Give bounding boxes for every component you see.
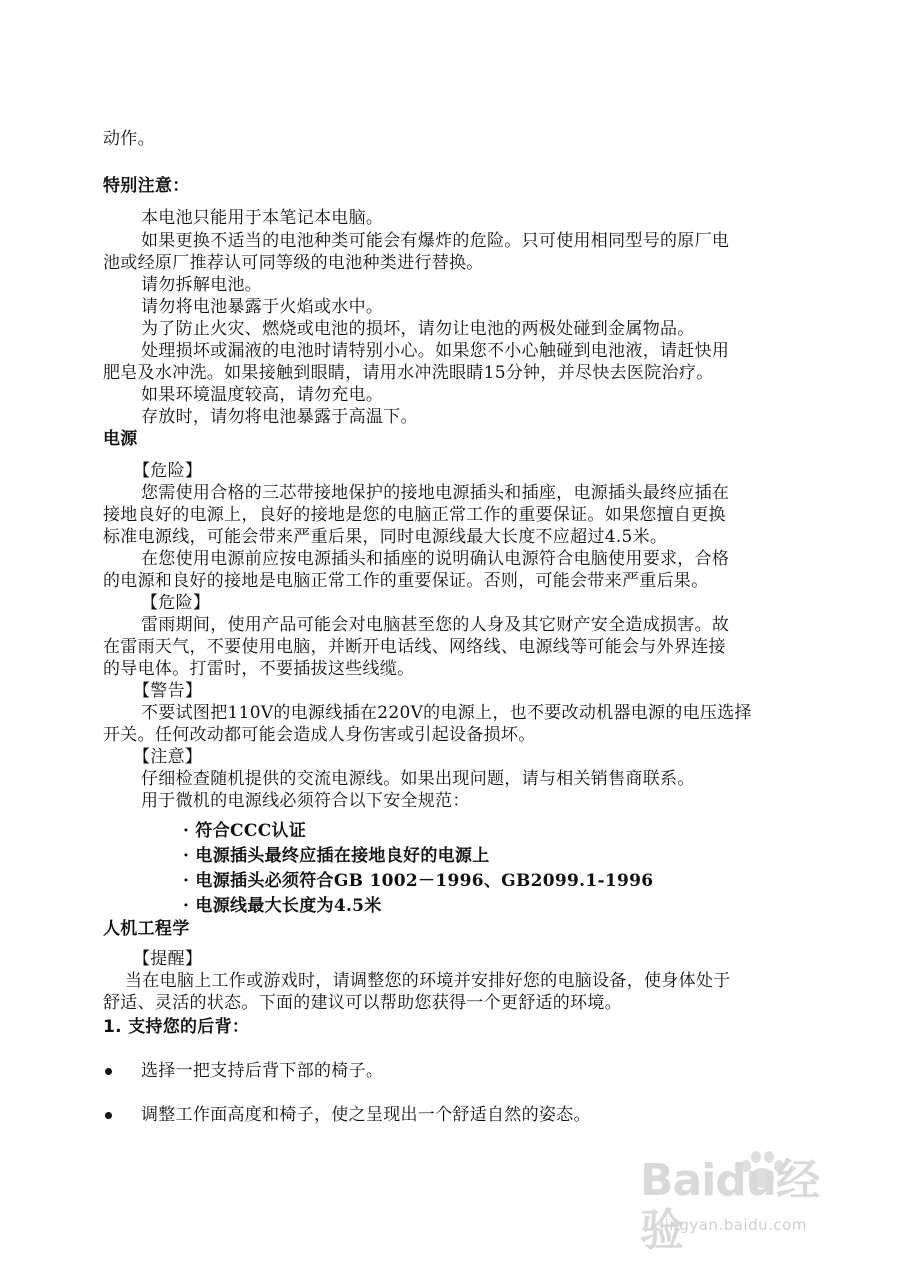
text-line: 标准电源线，可能会带来严重后果，同时电源线最大长度不应超过4.5米。: [103, 527, 668, 547]
text-line: 在您使用电源前应按电源插头和插座的说明确认电源符合电脑使用要求，合格: [141, 549, 730, 569]
text-line: 处理损坏或漏液的电池时请特别小心。如果您不小心触碰到电池液，请赶快用: [141, 341, 730, 361]
label-danger: 【危险】: [133, 461, 203, 481]
text-line: 本电池只能用于本笔记本电脑。: [141, 208, 384, 228]
bullet-icon: [105, 1112, 112, 1119]
label-danger: 【危险】: [141, 593, 211, 613]
text-line: 请勿将电池暴露于火焰或水中。: [141, 297, 384, 317]
label-warning: 【警告】: [133, 681, 203, 701]
subsection-heading: 1. 支持您的后背：: [103, 1017, 250, 1037]
text-line: 池或经原厂推荐认可同等级的电池种类进行替换。: [103, 253, 484, 273]
text-line: 雷雨期间，使用产品可能会对电脑甚至您的人身及其它财产安全造成损害。故: [141, 615, 730, 635]
section-heading-special-notice: 特别注意：: [103, 176, 190, 196]
section-heading-ergonomics: 人机工程学: [103, 919, 190, 939]
text-line: 仔细检查随机提供的交流电源线。如果出现问题，请与相关销售商联系。: [141, 769, 695, 789]
text-line: 如果更换不适当的电池种类可能会有爆炸的危险。只可使用相同型号的原厂电: [141, 231, 730, 251]
text-line: 当在电脑上工作或游戏时，请调整您的环境并安排好您的电脑设备，使身体处于: [125, 971, 731, 991]
text-line: 接地良好的电源上，良好的接地是您的电脑正常工作的重要保证。如果您擅自更换: [103, 505, 726, 525]
text-line: 开关。任何改动都可能会造成人身伤害或引起设备损坏。: [103, 725, 536, 745]
list-item: · 符合CCC认证: [183, 821, 307, 841]
text-line: 肥皂及水冲洗。如果接触到眼睛，请用水冲洗眼睛15分钟，并尽快去医院治疗。: [103, 363, 714, 383]
text-line: 用于微机的电源线必须符合以下安全规范：: [141, 791, 470, 811]
text-line: 动作。: [103, 129, 155, 149]
list-item: · 电源插头必须符合GB 1002－1996、GB2099.1-1996: [183, 871, 654, 891]
text-line: 为了防止火灾、燃烧或电池的损坏，请勿让电池的两极处碰到金属物品。: [141, 319, 695, 339]
text-line: 请勿拆解电池。: [141, 275, 263, 295]
bullet-icon: [105, 1068, 112, 1075]
watermark-url: jingyan.baidu.com: [660, 1216, 807, 1234]
text-line: 的导电体。打雷时，不要插拔这些线缆。: [103, 659, 415, 679]
text-line: 舒适、灵活的状态。下面的建议可以帮助您获得一个更舒适的环境。: [103, 993, 622, 1013]
list-item: · 电源线最大长度为4.5米: [183, 896, 382, 916]
label-caution: 【注意】: [133, 747, 203, 767]
label-reminder: 【提醒】: [133, 949, 203, 969]
section-heading-power: 电源: [103, 429, 138, 449]
text-line: 存放时，请勿将电池暴露于高温下。: [141, 407, 418, 427]
text-line: 如果环境温度较高，请勿充电。: [141, 385, 384, 405]
text-line: 不要试图把110V的电源线插在220V的电源上，也不要改动机器电源的电压选择: [141, 703, 752, 723]
text-line: 您需使用合格的三芯带接地保护的接地电源插头和插座，电源插头最终应插在: [141, 483, 730, 503]
text-line: 的电源和良好的接地是电脑正常工作的重要保证。否则，可能会带来严重后果。: [103, 571, 709, 591]
list-item: · 电源插头最终应插在接地良好的电源上: [183, 846, 490, 866]
list-item: 选择一把支持后背下部的椅子。: [141, 1061, 384, 1081]
baidu-watermark: [640, 1150, 860, 1260]
watermark-logo: Baidu经验: [640, 1155, 820, 1256]
text-line: 在雷雨天气，不要使用电脑，并断开电话线、网络线、电源线等可能会与外界连接: [103, 637, 726, 657]
list-item: 调整工作面高度和椅子，使之呈现出一个舒适自然的姿态。: [141, 1105, 591, 1125]
